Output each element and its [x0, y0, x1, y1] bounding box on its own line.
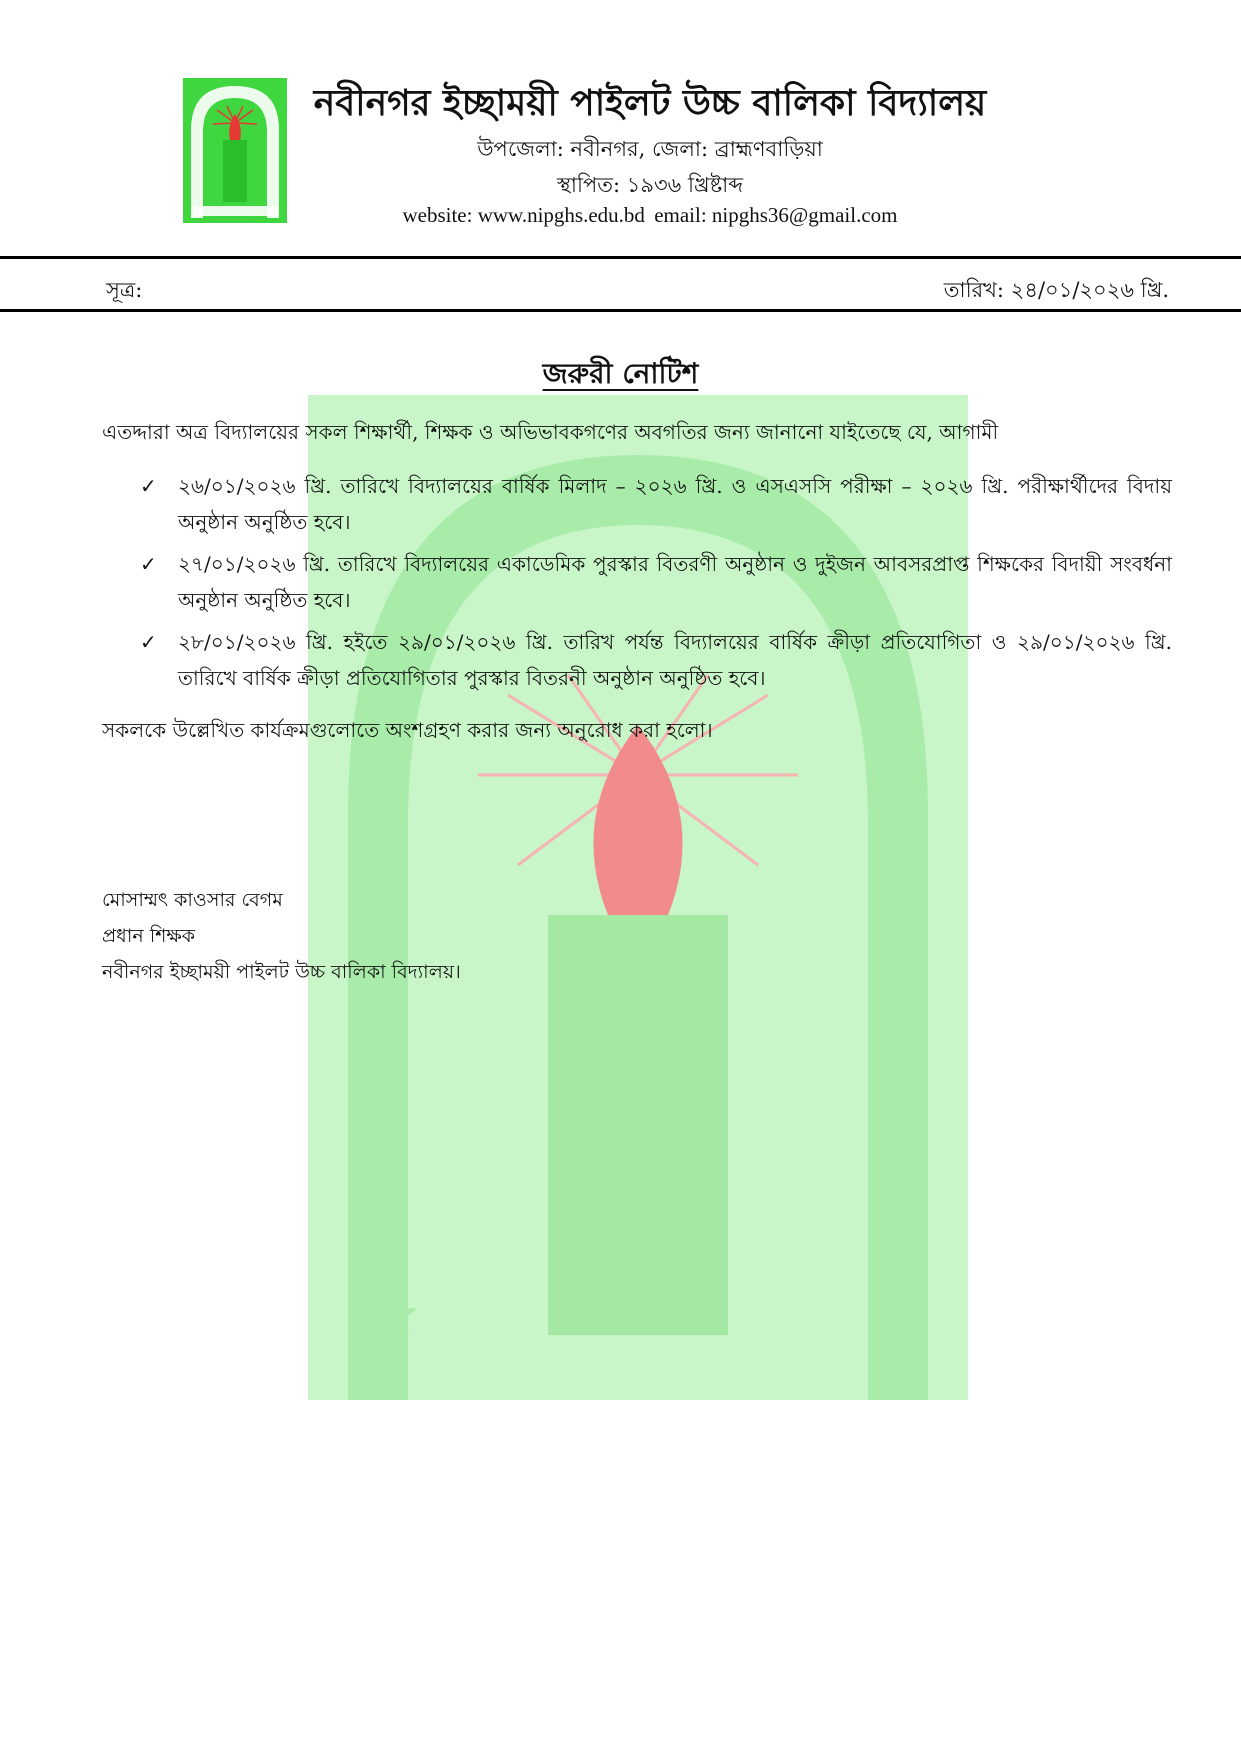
notice-title: জরুরী নোটিশ: [542, 357, 699, 390]
check-icon: ✓: [140, 474, 157, 498]
notice-closing: সকলকে উল্লেখিত কার্যক্রমগুলোতে অংশগ্রহণ করার জন্য অনুরোধ করা হলো।: [102, 718, 713, 742]
header-divider-top: [0, 256, 1241, 259]
header-divider-bottom: [0, 309, 1241, 312]
school-name: নবীনগর ইচ্ছাময়ী পাইলট উচ্চ বালিকা বিদ্যালয়: [313, 82, 987, 124]
svg-text:★: ★: [368, 1280, 422, 1350]
school-logo: [183, 78, 287, 223]
list-item: [140, 624, 1172, 696]
signatory-name: মোসাম্মৎ কাওসার বেগম: [102, 889, 283, 911]
notice-date: তারিখ: ২৪/০১/২০২৬ খ্রি.: [943, 278, 1169, 302]
signatory-school: নবীনগর ইচ্ছাময়ী পাইলট উচ্চ বালিকা বিদ্যালয়।: [102, 961, 461, 983]
reference-label: সূত্র:: [106, 278, 143, 302]
list-item-text: ২৭/০১/২০২৬ খ্রি. তারিখে বিদ্যালয়ের একাডেমিক পুরস্কার বিতরণী অনুষ্ঠান ও দুইজন আবসরপ্রাপ্ত শিক্ষকের বিদায়ী সংবর্ধনা অনুষ্ঠান অনুষ্ঠিত হবে।: [178, 552, 1172, 612]
contact-line: [300, 203, 1000, 228]
list-item-text: ২৮/০১/২০২৬ খ্রি. হইতে ২৯/০১/২০২৬ খ্রি. তারিখ পর্যন্ত বিদ্যালয়ের বার্ষিক ক্রীড়া প্রতিযোগিতা ও ২৯/০১/২০২৬ খ্রি. তারিখে বার্ষিক ক্রীড়া প্রতিযোগিতার পুরস্কার বিতরনী অনুষ্ঠান অনুষ্ঠিত হবে।: [178, 630, 1172, 690]
svg-text:★: ★: [868, 1280, 922, 1350]
email-link[interactable]: email: nipghs36@gmail.com: [654, 203, 898, 227]
check-icon: ✓: [140, 552, 157, 576]
established-line: স্থাপিত: ১৯৩৬ খ্রিষ্টাব্দ: [556, 173, 744, 197]
check-icon: ✓: [140, 630, 157, 654]
notice-intro: এতদ্দারা অত্র বিদ্যালয়ের সকল শিক্ষার্থী, শিক্ষক ও অভিভাবকগণের অবগতির জন্য জানানো যাইতেছে যে, আগামী: [102, 420, 999, 444]
list-item-text: ২৬/০১/২০২৬ খ্রি. তারিখে বিদ্যালয়ের বার্ষিক মিলাদ – ২০২৬ খ্রি. ও এসএসসি পরীক্ষা – ২০২৬ খ্রি. পরীক্ষার্থীদের বিদায় অনুষ্ঠান অনুষ্ঠিত হবে।: [178, 474, 1172, 534]
list-item: [140, 546, 1172, 618]
signatory-designation: প্রধান শিক্ষক: [102, 925, 196, 947]
address-line: উপজেলা: নবীনগর, জেলা: ব্রাহ্মণবাড়িয়া: [477, 137, 823, 161]
website-link[interactable]: website: www.nipghs.edu.bd: [402, 203, 645, 227]
notice-items: [140, 468, 1172, 702]
list-item: [140, 468, 1172, 540]
